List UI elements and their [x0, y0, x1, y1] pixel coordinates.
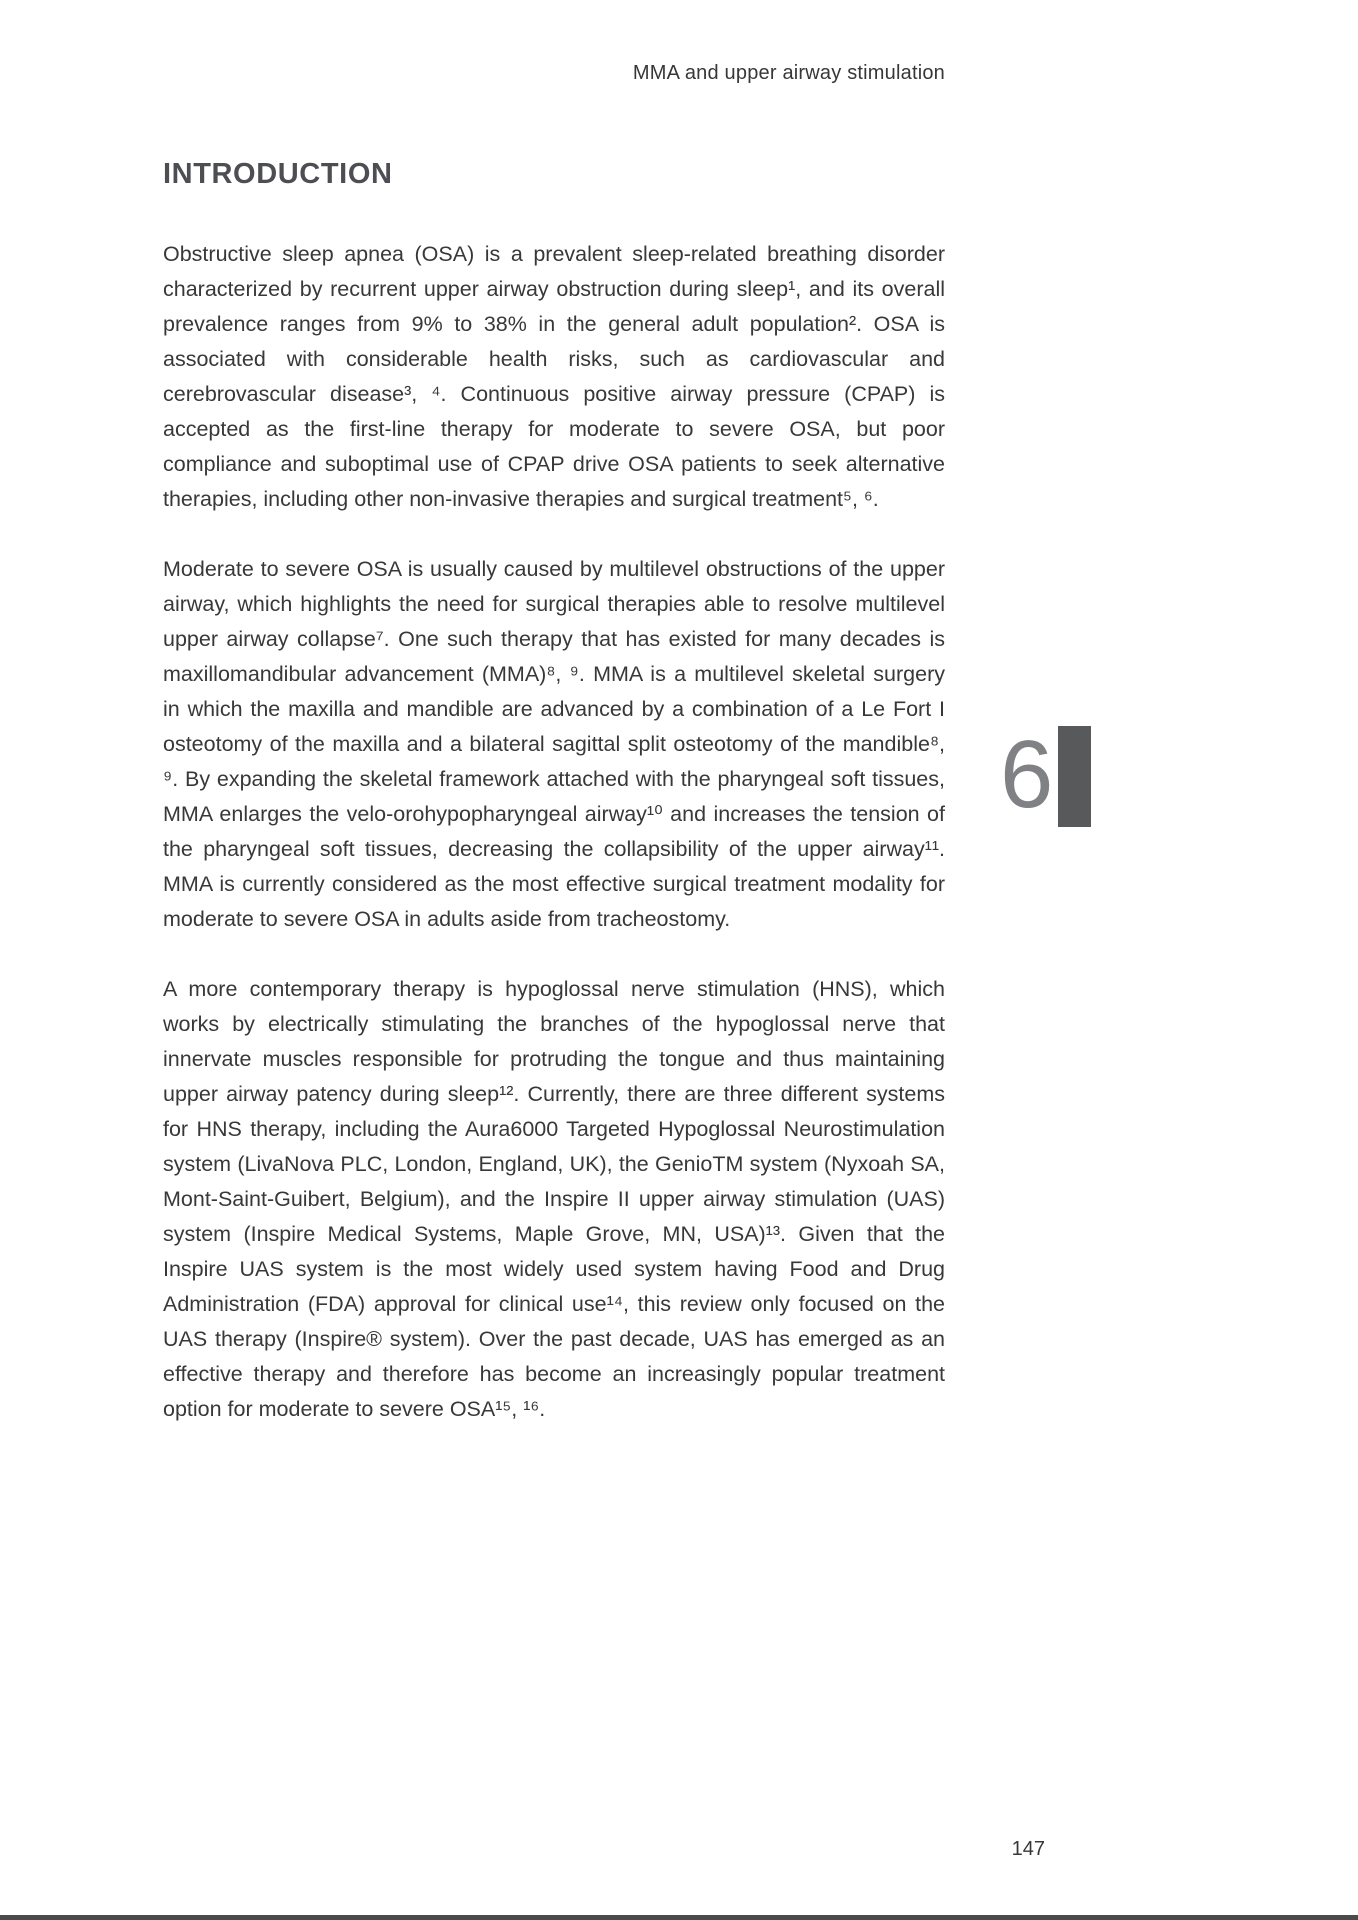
page-number: 147	[1011, 1838, 1045, 1860]
running-head: MMA and upper airway stimulation	[632, 62, 945, 84]
paragraph-3: A more contemporary therapy is hypoglossal nerve stimulation (HNS), which works by electrically stimulating the branches of the hypoglossal nerve that innervate muscles responsible for protruding the tongue and thus maintaining upper airway patency during sleep¹². Currently, there are three different systems for HNS therapy, including the Aura6000 Targeted Hypoglossal Neurostimulation system (LivaNova PLC, London, England, UK), the GenioTM system (Nyxoah SA, Mont-Saint-Guibert, Belgium), and the Inspire II upper airway stimulation (UAS) system (Inspire Medical Systems, Maple Grove, MN, USA)¹³. Given that the Inspire UAS system is the most widely used system having Food and Drug Administration (FDA) approval for clinical use¹⁴, this review only focused on the UAS therapy (Inspire® system). Over the past decade, UAS has emerged as an effective therapy and therefore has become an increasingly popular treatment option for moderate to severe OSA¹⁵, ¹⁶.	[163, 977, 945, 1421]
page-bottom-edge	[0, 1915, 1358, 1920]
page-content	[163, 158, 945, 1462]
chapter-number: 6	[1000, 720, 1054, 828]
section-title: INTRODUCTION	[163, 158, 393, 190]
chapter-tab	[1058, 726, 1091, 827]
paragraph-1: Obstructive sleep apnea (OSA) is a prevalent sleep-related breathing disorder characterized by recurrent upper airway obstruction during sleep¹, and its overall prevalence ranges from 9% to 38% in the general adult population². OSA is associated with considerable health risks, such as cardiovascular and cerebrovascular disease³, ⁴. Continuous positive airway pressure (CPAP) is accepted as the first-line therapy for moderate to severe OSA, but poor compliance and suboptimal use of CPAP drive OSA patients to seek alternative therapies, including other non-invasive therapies and surgical treatment⁵, ⁶.	[163, 242, 945, 511]
paragraph-2: Moderate to severe OSA is usually caused by multilevel obstructions of the upper airway, which highlights the need for surgical therapies able to resolve multilevel upper airway collapse⁷. One such therapy that has existed for many decades is maxillomandibular advancement (MMA)⁸, ⁹. MMA is a multilevel skeletal surgery in which the maxilla and mandible are advanced by a combination of a Le Fort I osteotomy of the maxilla and a bilateral sagittal split osteotomy of the mandible⁸, ⁹. By expanding the skeletal framework attached with the pharyngeal soft tissues, MMA enlarges the velo-orohypopharyngeal airway¹⁰ and increases the tension of the pharyngeal soft tissues, decreasing the collapsibility of the upper airway¹¹. MMA is currently considered as the most effective surgical treatment modality for moderate to severe OSA in adults aside from tracheostomy.	[163, 557, 945, 931]
chapter-marker	[1000, 720, 1091, 828]
